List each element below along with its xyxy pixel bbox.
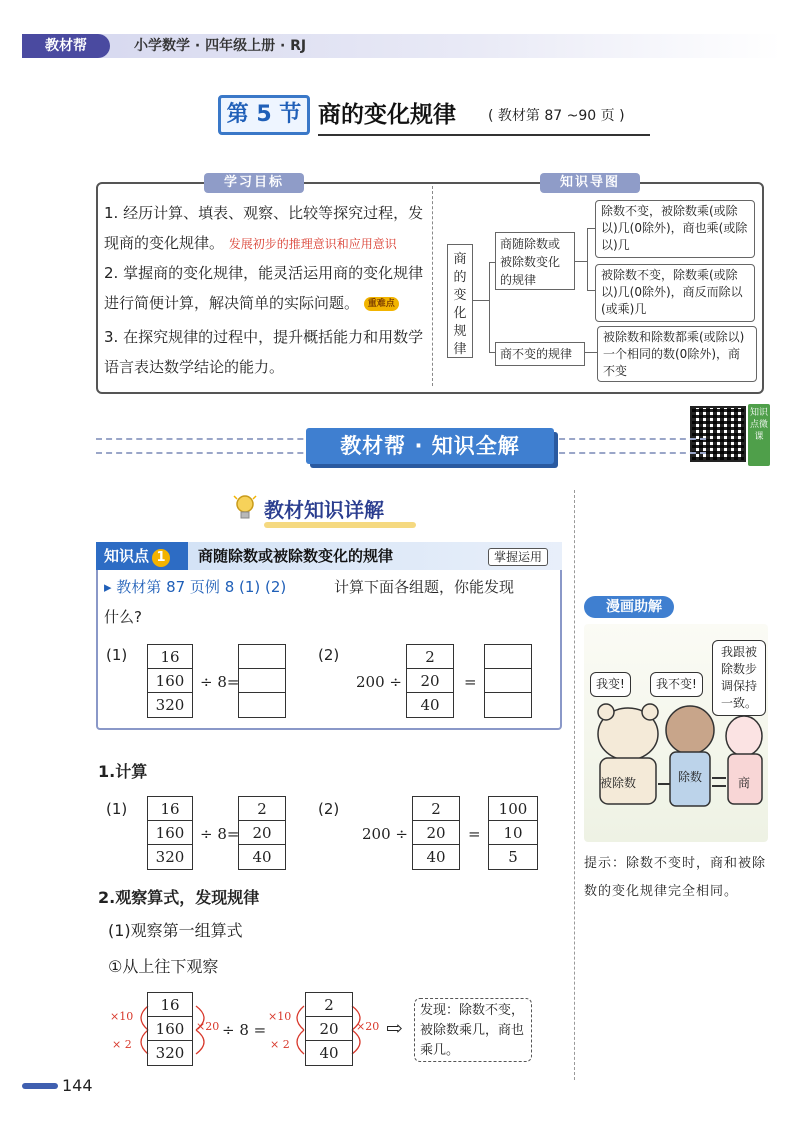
difficulty-badge: 重难点	[364, 297, 399, 311]
character-label: 被除数	[600, 776, 637, 790]
section-underline	[318, 134, 650, 136]
operator: =	[468, 825, 481, 843]
qr-tab-label: 知识点微课	[748, 404, 770, 466]
speech-bubble: 我跟被除数步调保持一致。	[712, 640, 766, 716]
comic-illustration	[584, 624, 768, 842]
speech-bubble: 我变!	[590, 672, 631, 697]
knowledge-badge: 掌握运用	[488, 548, 548, 566]
goal-item-1: 1. 经历计算、填表、观察、比较等探究过程，发现商的变化规律。 发展初步的推理意识和应用意识	[104, 204, 424, 252]
observe-sub-2: ①从上往下观察	[108, 957, 219, 976]
operator: ÷ 8 =	[222, 1021, 267, 1039]
mm-connector	[587, 228, 588, 290]
operator: 200 ÷	[362, 825, 408, 843]
page-bar	[22, 1083, 58, 1089]
observe-heading: 2.观察算式，发现规律	[98, 888, 260, 907]
header-title: 小学数学 · 四年级上册 · RJ	[134, 38, 307, 54]
comic-tip: 提示：除数不变时，商和被除数的变化规律完全相同。	[584, 856, 767, 899]
mm-connector	[575, 261, 587, 262]
detail-title: 教材知识详解	[264, 498, 384, 522]
knowledge-tag: 知识点 1	[96, 542, 188, 570]
section-number: 第 5 节	[218, 95, 310, 135]
goal-item-2: 2. 掌握商的变化规律，能灵活运用商的变化规律进行简便计算，解决简单的实际问题。 重难点	[104, 264, 424, 312]
mindmap-leaf-2: 被除数不变，除数乘(或除以)几(0除外)，商反而除以(或乘)几	[595, 264, 755, 322]
speech-bubble: 我不变!	[650, 672, 703, 697]
part-label: (2)	[318, 800, 340, 818]
part-label: (2)	[318, 646, 340, 664]
operator: ÷ 8=	[200, 673, 240, 691]
multiplier-label: ×20	[196, 1020, 220, 1033]
mindmap-leaf-1: 除数不变，被除数乘(或除以)几(0除外)，商也乘(或除以)几	[595, 200, 755, 258]
mm-connector	[585, 352, 597, 353]
right-arrow-icon: ⇨	[386, 1016, 403, 1040]
answer-column-blank[interactable]	[238, 644, 286, 718]
knowledge-number: 1	[152, 549, 170, 567]
question-line-2: 什么?	[104, 608, 142, 626]
multiplier-label: ×10	[268, 1010, 292, 1023]
answer-column-blank[interactable]	[484, 644, 532, 718]
operator: ÷ 8=	[200, 825, 240, 843]
character-label: 除数	[677, 770, 702, 784]
answer-column: 2 20 40	[238, 796, 286, 870]
mindmap-leaf-3: 被除数和除数都乘(或除以)一个相同的数(0除外)，商不变	[597, 326, 757, 382]
mm-connector	[587, 290, 595, 291]
number-column: 16 160 320	[147, 796, 193, 870]
multiplier-label: × 2	[112, 1038, 132, 1051]
lightbulb-icon	[232, 492, 258, 522]
mm-connector	[587, 228, 595, 229]
goals-label: 学习目标	[204, 173, 304, 193]
question-line-1: 计算下面各组题，你能发现	[334, 578, 515, 596]
goal-item-3: 3. 在探究规律的过程中，提升概括能力和用数学语言表达数学结论的能力。	[104, 328, 424, 376]
operator: =	[464, 673, 477, 691]
mm-connector	[489, 262, 490, 352]
textbook-ref: ▸ 教材第 87 页例 8 (1) (2)	[104, 578, 287, 596]
character-label: 商	[738, 776, 751, 790]
part-label: (1)	[106, 800, 128, 818]
calc-heading: 1.计算	[98, 762, 148, 781]
section-subtitle: ( 教材第 87 ~90 页 )	[488, 108, 625, 124]
column-divider	[574, 490, 575, 1080]
multiplier-label: × 2	[270, 1038, 290, 1051]
multiplier-label: ×10	[110, 1010, 134, 1023]
discover-box: 发现：除数不变，被除数乘几，商也乘几。	[414, 998, 532, 1062]
goal-note: 发展初步的推理意识和应用意识	[228, 237, 397, 251]
answer-column: 100 10 5	[488, 796, 538, 870]
number-column: 16 160 320	[147, 992, 193, 1066]
mindmap-root: 商的变化规律	[447, 244, 473, 358]
comic-tag: 漫画助解	[584, 596, 674, 618]
multiplier-label: ×20	[356, 1020, 380, 1033]
observe-sub-1: (1)观察第一组算式	[108, 921, 243, 940]
mindmap-branch-1: 商随除数或被除数变化的规律	[495, 232, 575, 290]
mm-connector	[473, 300, 489, 301]
section-title: 商的变化规律	[318, 102, 456, 128]
part-label: (1)	[106, 646, 128, 664]
header-tag: 教材帮	[22, 34, 110, 58]
operator: 200 ÷	[356, 673, 402, 691]
mindmap-label: 知识导图	[540, 173, 640, 193]
number-column: 16 160 320	[147, 644, 193, 718]
knowledge-title: 商随除数或被除数变化的规律	[198, 547, 394, 565]
mindmap-branch-2: 商不变的规律	[495, 342, 585, 366]
number-column: 2 20 40	[412, 796, 460, 870]
number-column: 2 20 40	[406, 644, 454, 718]
banner: 教材帮 · 知识全解	[306, 428, 554, 464]
number-column: 2 20 40	[305, 992, 353, 1066]
page-header	[22, 34, 782, 58]
page-number: 144	[62, 1076, 93, 1095]
